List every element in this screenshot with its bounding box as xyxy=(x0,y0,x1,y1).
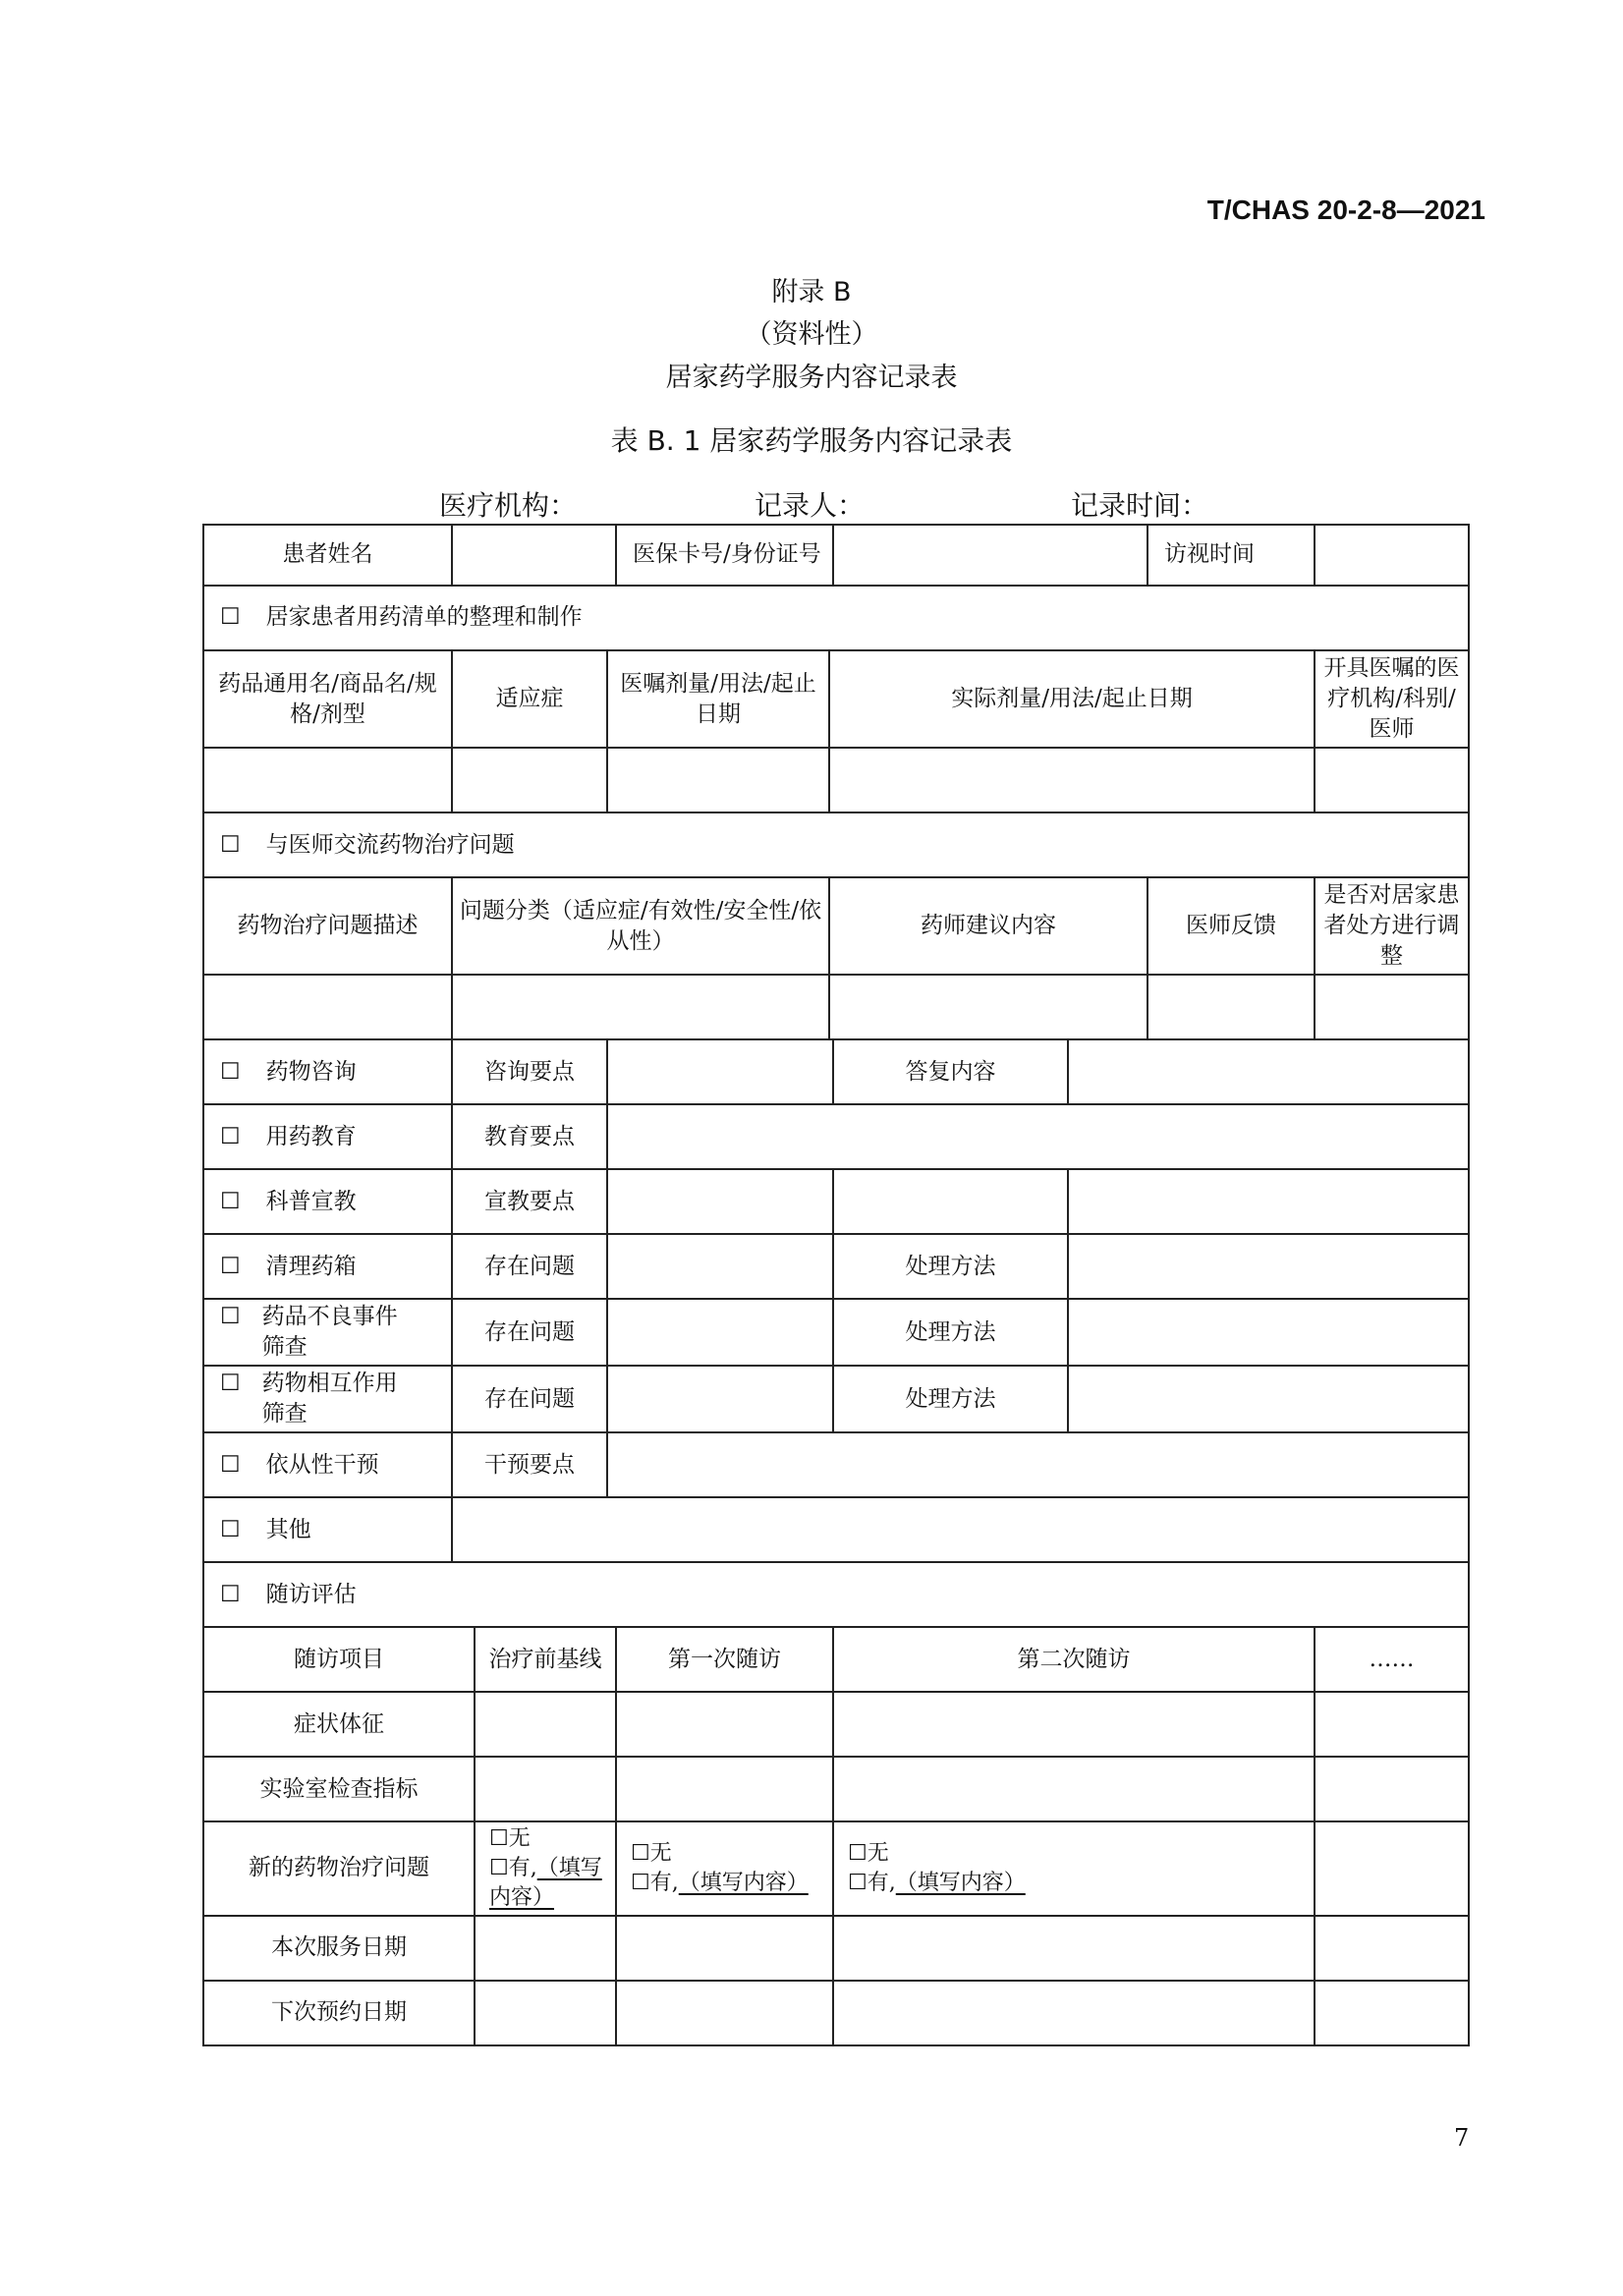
meta-recorder-label: 记录人： xyxy=(755,489,866,522)
followup-row-new-problems xyxy=(203,1821,1469,1915)
followup-col-more: …… xyxy=(1315,1627,1469,1692)
item-consult xyxy=(203,1039,452,1104)
item-cabinet-label: 清理药箱 xyxy=(265,1253,357,1279)
section-followup xyxy=(203,1562,1469,1627)
popsci-row xyxy=(203,1169,1469,1234)
followup-cell[interactable] xyxy=(1315,1981,1469,2045)
med-list-col-order-dose: 医嘱剂量/用法/起止日期 xyxy=(607,650,829,748)
meta-record-time-label: 记录时间： xyxy=(1071,489,1209,522)
physician-comm-header-row xyxy=(203,877,1469,975)
section-physician-comm xyxy=(203,812,1469,877)
option-yes-fill[interactable]: （填写内容） xyxy=(895,1871,1026,1895)
item-popsci-label: 科普宣教 xyxy=(265,1188,357,1214)
adverse-problem-field[interactable] xyxy=(607,1299,833,1366)
service-record-table xyxy=(202,524,1470,2046)
followup-cell[interactable] xyxy=(616,1757,833,1821)
checkbox-adherence[interactable]: ☐ xyxy=(220,1451,241,1478)
id-no-field[interactable] xyxy=(833,525,1147,586)
med-list-cell[interactable] xyxy=(829,748,1315,812)
option-yes-fill[interactable]: （填写内容） xyxy=(489,1856,602,1910)
checkbox-popsci[interactable]: ☐ xyxy=(220,1188,241,1214)
item-adverse-label: 药品不良事件筛查 xyxy=(261,1304,398,1361)
checkbox-med-list[interactable]: ☐ xyxy=(220,604,241,631)
checkbox-cabinet[interactable]: ☐ xyxy=(220,1253,241,1279)
cabinet-problem-label: 存在问题 xyxy=(452,1234,607,1299)
consult-key-label: 咨询要点 xyxy=(452,1039,607,1104)
adherence-row xyxy=(203,1432,1469,1497)
section-med-list-label: 居家患者用药清单的整理和制作 xyxy=(265,604,583,631)
comm-col-desc: 药物治疗问题描述 xyxy=(203,877,452,975)
visit-time-field[interactable] xyxy=(1315,525,1469,586)
table-caption: 表 B. 1 居家药学服务内容记录表 xyxy=(610,424,1013,457)
followup-row-symptoms xyxy=(203,1692,1469,1757)
followup-row-label: 症状体征 xyxy=(203,1692,475,1757)
item-interaction xyxy=(203,1366,452,1432)
followup-cell[interactable] xyxy=(1315,1692,1469,1757)
followup-cell[interactable] xyxy=(833,1916,1315,1981)
section-physician-comm-label: 与医师交流药物治疗问题 xyxy=(265,831,515,858)
checkbox-interaction[interactable]: ☐ xyxy=(220,1371,241,1397)
new-problem-options-second xyxy=(833,1821,1315,1915)
followup-cell[interactable] xyxy=(475,1981,616,2045)
answer-field[interactable] xyxy=(1068,1039,1469,1104)
comm-cell[interactable] xyxy=(452,975,829,1039)
med-list-input-row xyxy=(203,748,1469,812)
new-problem-options-baseline xyxy=(475,1821,616,1915)
med-list-col-indication: 适应症 xyxy=(452,650,607,748)
option-yes[interactable] xyxy=(631,1869,826,1898)
item-popsci xyxy=(203,1169,452,1234)
followup-row-lab xyxy=(203,1757,1469,1821)
checkbox-adverse[interactable]: ☐ xyxy=(220,1304,241,1330)
appendix-nature: （资料性） xyxy=(745,319,878,350)
item-education xyxy=(203,1104,452,1169)
item-adherence xyxy=(203,1432,452,1497)
checkbox-education[interactable]: ☐ xyxy=(220,1123,241,1149)
option-yes[interactable] xyxy=(848,1869,1308,1898)
med-list-col-drug: 药品通用名/商品名/规格/剂型 xyxy=(203,650,452,748)
followup-row-label: 新的药物治疗问题 xyxy=(203,1821,475,1915)
followup-cell[interactable] xyxy=(616,1692,833,1757)
item-consult-label: 药物咨询 xyxy=(265,1058,357,1085)
comm-col-adjust: 是否对居家患者处方进行调整 xyxy=(1315,877,1469,975)
followup-cell[interactable] xyxy=(475,1916,616,1981)
followup-col-first: 第一次随访 xyxy=(616,1627,833,1692)
followup-cell[interactable] xyxy=(1315,1757,1469,1821)
meta-institution-label: 医疗机构： xyxy=(439,489,578,522)
item-adverse xyxy=(203,1299,452,1366)
followup-row-next-date xyxy=(203,1981,1469,2045)
followup-header-row xyxy=(203,1627,1469,1692)
popsci-field[interactable] xyxy=(833,1169,1068,1234)
followup-cell[interactable] xyxy=(475,1757,616,1821)
option-yes[interactable] xyxy=(489,1854,609,1912)
new-problem-options-first xyxy=(616,1821,833,1915)
option-none[interactable]: ☐无 xyxy=(631,1841,672,1867)
education-key-field[interactable] xyxy=(607,1104,1469,1169)
consult-row xyxy=(203,1039,1469,1104)
comm-cell[interactable] xyxy=(1147,975,1315,1039)
adverse-row xyxy=(203,1299,1469,1366)
med-list-cell[interactable] xyxy=(452,748,607,812)
cabinet-row xyxy=(203,1234,1469,1299)
page-number: 7 xyxy=(1454,2124,1470,2152)
followup-cell[interactable] xyxy=(833,1981,1315,2045)
followup-row-label: 下次预约日期 xyxy=(203,1981,475,2045)
education-key-label: 教育要点 xyxy=(452,1104,607,1169)
adherence-key-label: 干预要点 xyxy=(452,1432,607,1497)
patient-name-label: 患者姓名 xyxy=(203,525,452,586)
patient-row xyxy=(203,525,1469,586)
checkbox-other[interactable]: ☐ xyxy=(220,1516,241,1542)
followup-cell[interactable] xyxy=(616,1916,833,1981)
cabinet-method-field[interactable] xyxy=(1068,1234,1469,1299)
checkbox-consult[interactable]: ☐ xyxy=(220,1058,241,1085)
comm-cell[interactable] xyxy=(1315,975,1469,1039)
popsci-field[interactable] xyxy=(1068,1169,1469,1234)
popsci-key-label: 宣教要点 xyxy=(452,1169,607,1234)
checkbox-physician-comm[interactable]: ☐ xyxy=(220,831,241,858)
adverse-method-label: 处理方法 xyxy=(833,1299,1068,1366)
item-other-label: 其他 xyxy=(265,1516,311,1542)
cabinet-problem-field[interactable] xyxy=(607,1234,833,1299)
option-none[interactable]: ☐无 xyxy=(848,1841,889,1867)
checkbox-followup[interactable]: ☐ xyxy=(220,1581,241,1607)
interaction-method-label: 处理方法 xyxy=(833,1366,1068,1432)
option-yes-fill[interactable]: （填写内容） xyxy=(678,1871,809,1895)
other-row xyxy=(203,1497,1469,1562)
section-followup-label: 随访评估 xyxy=(265,1581,357,1607)
interaction-problem-field[interactable] xyxy=(607,1366,833,1432)
item-adherence-label: 依从性干预 xyxy=(265,1451,379,1478)
item-interaction-label: 药物相互作用筛查 xyxy=(261,1371,398,1428)
option-yes-label: ☐有, xyxy=(848,1871,896,1895)
comm-col-advice: 药师建议内容 xyxy=(829,877,1147,975)
med-list-col-actual-dose: 实际剂量/用法/起止日期 xyxy=(829,650,1315,748)
followup-cell[interactable] xyxy=(616,1981,833,2045)
cabinet-method-label: 处理方法 xyxy=(833,1234,1068,1299)
visit-time-label: 访视时间 xyxy=(1147,525,1315,586)
med-list-col-prescriber: 开具医嘱的医疗机构/科别/医师 xyxy=(1315,650,1469,748)
followup-cell[interactable] xyxy=(1315,1916,1469,1981)
followup-row-label: 本次服务日期 xyxy=(203,1916,475,1981)
med-list-header-row xyxy=(203,650,1469,748)
option-yes-label: ☐有, xyxy=(489,1856,537,1881)
item-education-label: 用药教育 xyxy=(265,1123,357,1149)
interaction-method-field[interactable] xyxy=(1068,1366,1469,1432)
option-none[interactable]: ☐无 xyxy=(489,1826,531,1852)
followup-cell[interactable] xyxy=(1315,1821,1469,1915)
followup-row-label: 实验室检查指标 xyxy=(203,1757,475,1821)
id-no-label: 医保卡号/身份证号 xyxy=(616,525,833,586)
answer-label: 答复内容 xyxy=(833,1039,1068,1104)
followup-row-service-date xyxy=(203,1916,1469,1981)
consult-key-field[interactable] xyxy=(607,1039,833,1104)
education-row xyxy=(203,1104,1469,1169)
followup-cell[interactable] xyxy=(475,1692,616,1757)
comm-cell[interactable] xyxy=(829,975,1147,1039)
option-yes-label: ☐有, xyxy=(631,1871,679,1895)
physician-comm-input-row xyxy=(203,975,1469,1039)
med-list-cell[interactable] xyxy=(1315,748,1469,812)
adverse-problem-label: 存在问题 xyxy=(452,1299,607,1366)
other-field[interactable] xyxy=(452,1497,1469,1562)
comm-col-feedback: 医师反馈 xyxy=(1147,877,1315,975)
comm-cell[interactable] xyxy=(203,975,452,1039)
item-other xyxy=(203,1497,452,1562)
interaction-problem-label: 存在问题 xyxy=(452,1366,607,1432)
interaction-row xyxy=(203,1366,1469,1432)
adverse-method-field[interactable] xyxy=(1068,1299,1469,1366)
comm-col-category: 问题分类（适应症/有效性/安全性/依从性） xyxy=(452,877,829,975)
appendix-title: 附录 B xyxy=(771,277,852,308)
patient-name-field[interactable] xyxy=(452,525,616,586)
item-cabinet xyxy=(203,1234,452,1299)
followup-col-item: 随访项目 xyxy=(203,1627,475,1692)
standard-number: T/CHAS 20-2-8—2021 xyxy=(1206,195,1485,225)
popsci-field[interactable] xyxy=(607,1169,833,1234)
followup-cell[interactable] xyxy=(833,1757,1315,1821)
followup-cell[interactable] xyxy=(833,1692,1315,1757)
adherence-key-field[interactable] xyxy=(607,1432,1469,1497)
followup-col-baseline: 治疗前基线 xyxy=(475,1627,616,1692)
followup-col-second: 第二次随访 xyxy=(833,1627,1315,1692)
med-list-cell[interactable] xyxy=(607,748,829,812)
med-list-cell[interactable] xyxy=(203,748,452,812)
appendix-name: 居家药学服务内容记录表 xyxy=(665,363,958,393)
section-med-list xyxy=(203,586,1469,650)
